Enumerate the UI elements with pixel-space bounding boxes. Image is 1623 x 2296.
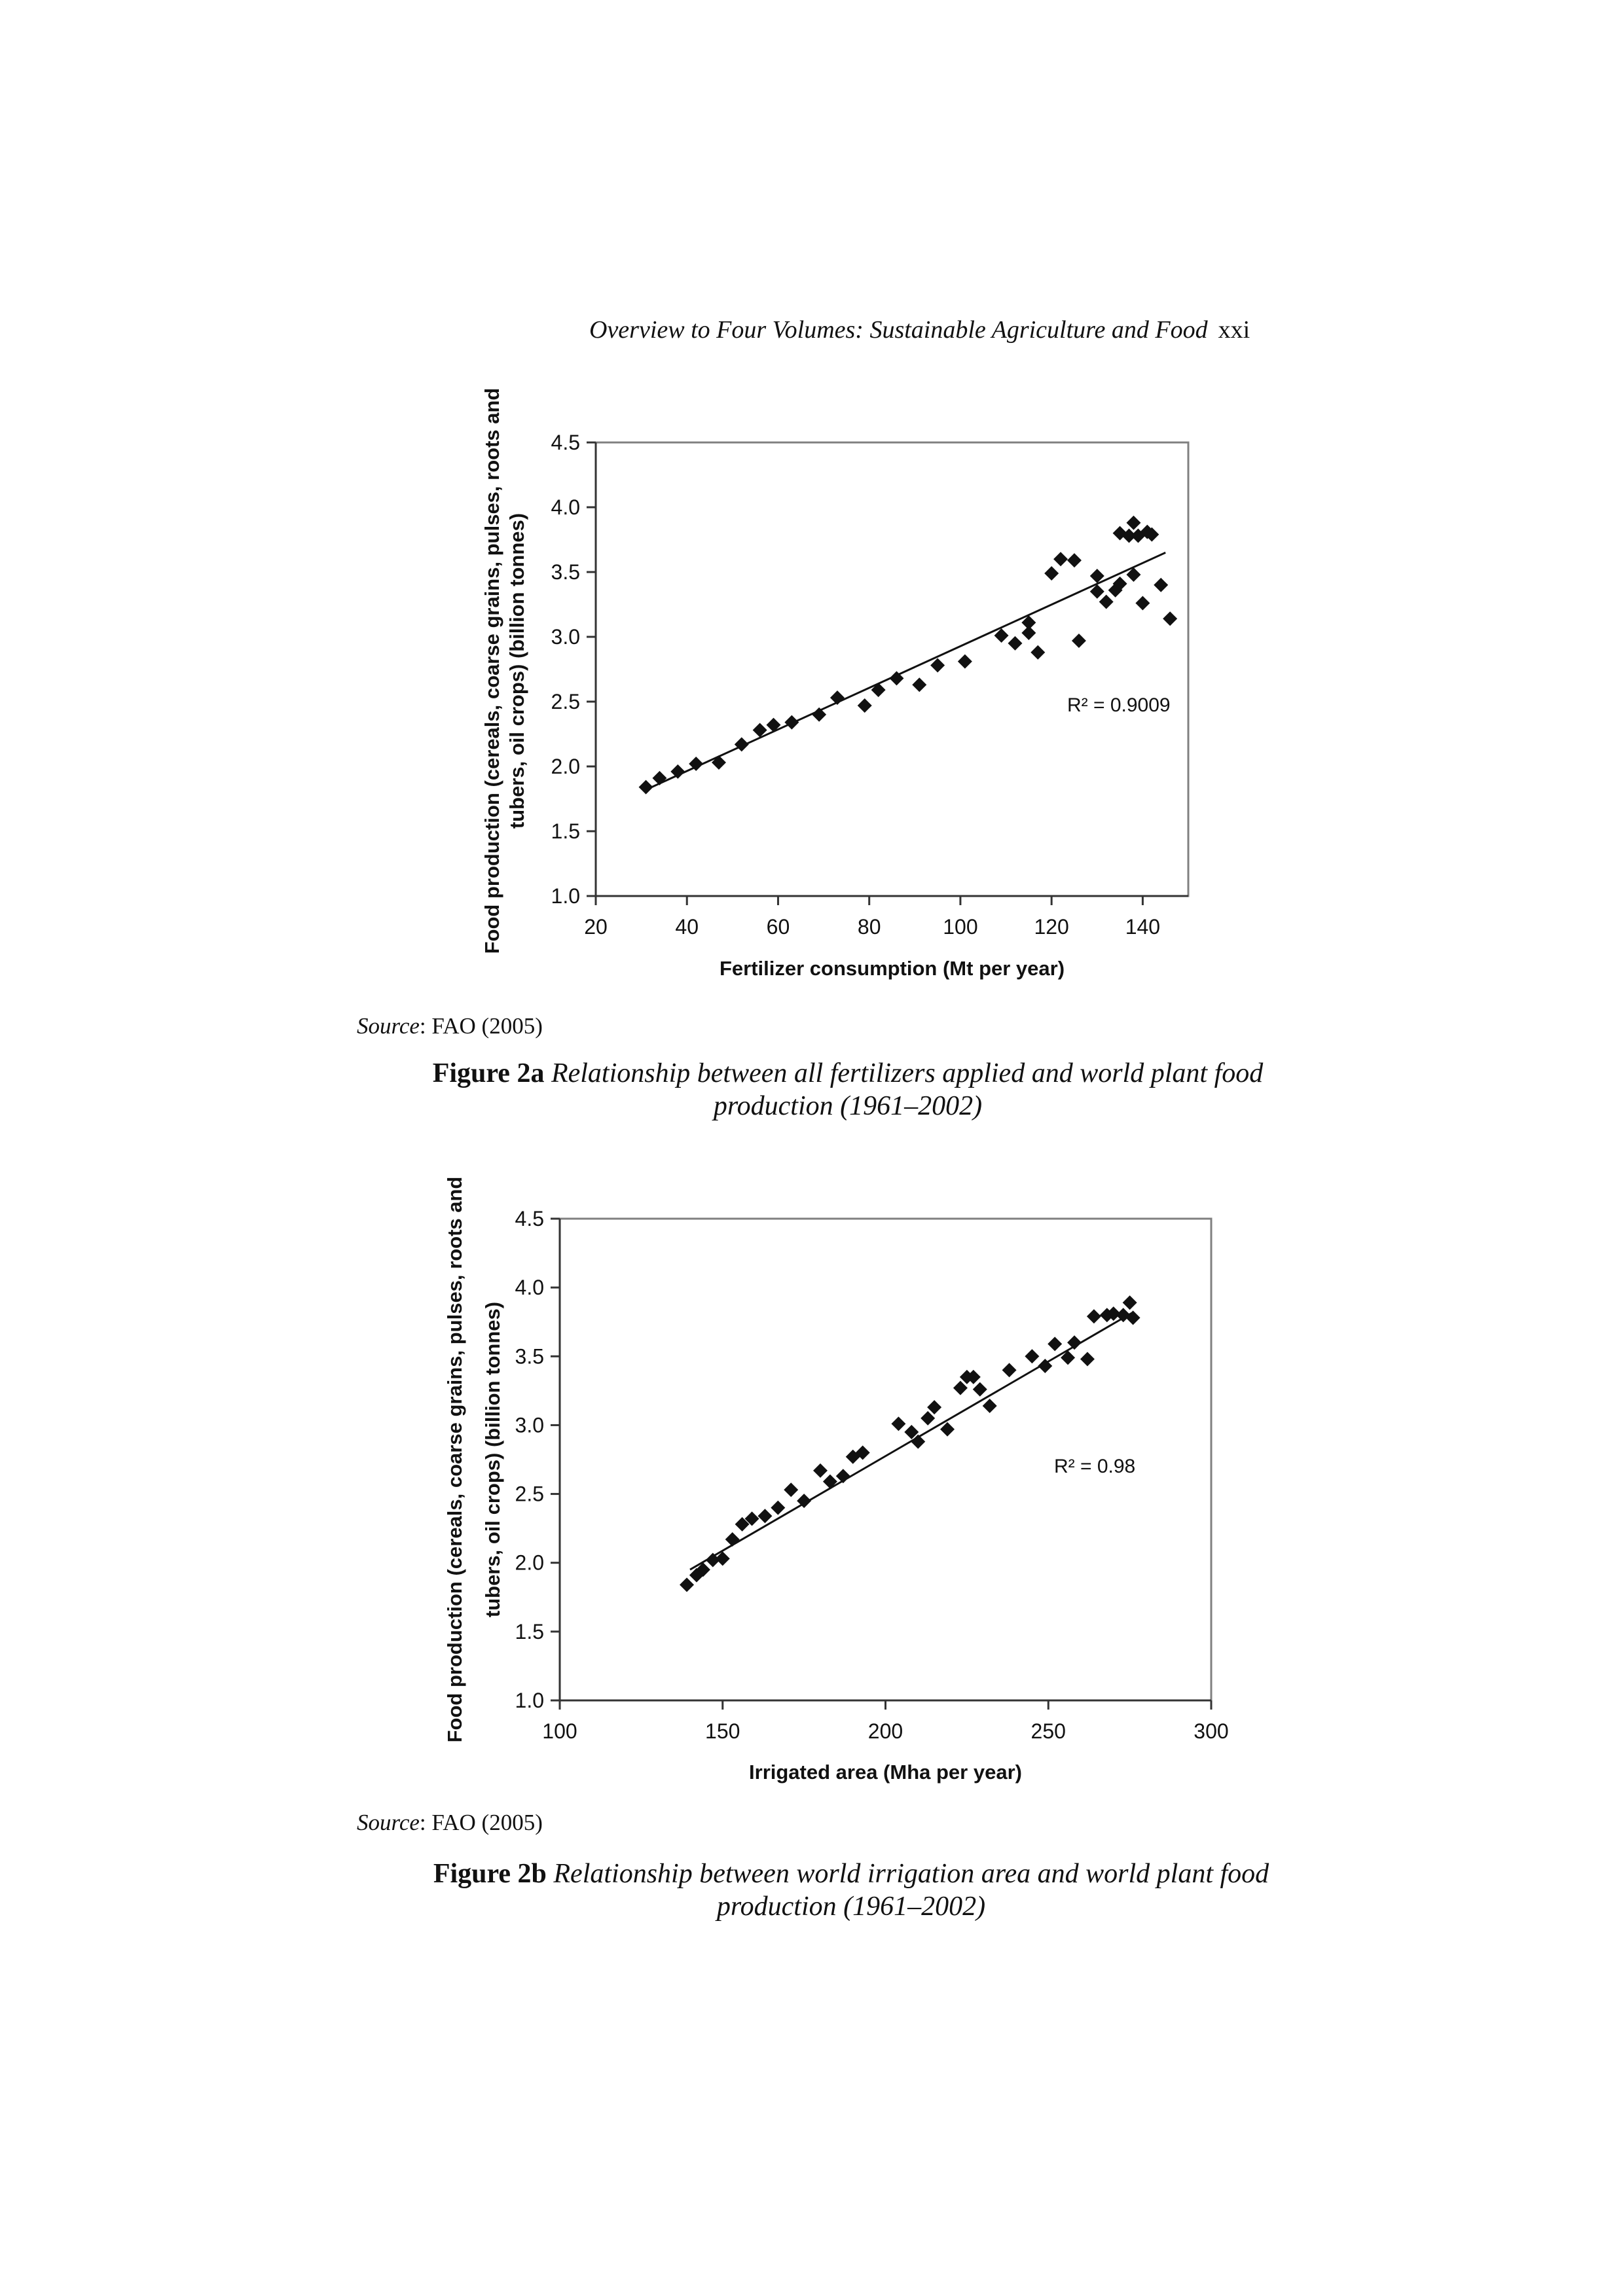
data-point <box>813 1463 828 1478</box>
y-tick-label: 2.5 <box>551 690 580 713</box>
data-point <box>1067 1335 1082 1350</box>
data-point <box>680 1577 694 1592</box>
caption-line-1: Relationship between world irrigation area and world plant food <box>553 1859 1269 1889</box>
y-tick-label: 1.5 <box>551 819 580 843</box>
x-tick-label: 120 <box>1034 915 1069 939</box>
x-tick-label: 140 <box>1125 915 1161 939</box>
y-tick-label: 1.5 <box>515 1619 544 1643</box>
x-axis-label: Irrigated area (Mha per year) <box>749 1761 1022 1784</box>
data-point <box>757 1509 772 1523</box>
y-axis-label-line1: Food production (cereals, coarse grains, pulses, roots and <box>443 1176 466 1743</box>
data-point <box>823 1475 837 1489</box>
caption-line-2: production (1961–2002) <box>716 1892 986 1922</box>
data-point <box>921 1411 935 1426</box>
data-point <box>1123 1295 1137 1310</box>
r-squared-label: R² = 0.9009 <box>1067 694 1171 716</box>
data-point <box>973 1382 987 1397</box>
y-tick-label: 3.5 <box>551 560 580 584</box>
caption-line-2: production (1961–2002) <box>713 1091 983 1121</box>
y-tick-label: 4.0 <box>515 1276 544 1300</box>
x-tick-label: 40 <box>675 915 699 939</box>
y-axis-label-line2: tubers, oil crops) (billion tonnes) <box>481 1301 504 1618</box>
y-axis-label-line2: tubers, oil crops) (billion tonnes) <box>505 512 528 829</box>
source-text: : FAO (2005) <box>419 1013 543 1039</box>
y-tick-label: 3.5 <box>515 1344 544 1369</box>
x-tick-label: 80 <box>857 915 881 939</box>
y-tick-label: 2.5 <box>515 1482 544 1506</box>
y-tick-label: 2.0 <box>515 1551 544 1575</box>
y-tick-label: 4.0 <box>551 495 580 519</box>
data-point <box>983 1399 997 1413</box>
x-tick-label: 150 <box>705 1719 740 1743</box>
y-tick-label: 4.5 <box>515 1207 544 1230</box>
x-tick-label: 100 <box>943 915 978 939</box>
figure-label: Figure 2b <box>433 1859 547 1889</box>
source-label: Source <box>357 1810 420 1835</box>
data-point <box>1048 1336 1062 1351</box>
y-tick-label: 2.0 <box>551 755 580 778</box>
data-point <box>784 1482 798 1497</box>
data-point <box>836 1469 850 1483</box>
data-point <box>891 1416 905 1431</box>
data-point <box>1025 1349 1039 1363</box>
source-text: : FAO (2005) <box>419 1810 543 1835</box>
running-header-title: Overview to Four Volumes: Sustainable Agriculture and Food <box>589 316 1208 344</box>
data-point <box>1087 1309 1101 1323</box>
data-point <box>1002 1363 1017 1377</box>
data-point <box>953 1381 968 1395</box>
y-tick-label: 4.5 <box>551 431 580 454</box>
source-label: Source <box>357 1013 420 1039</box>
figure-caption-2b <box>357 1857 1345 1923</box>
trendline <box>690 1312 1136 1570</box>
y-tick-label: 1.0 <box>551 884 580 908</box>
x-tick-label: 250 <box>1030 1719 1066 1743</box>
x-axis-label: Fertilizer consumption (Mt per year) <box>719 957 1065 980</box>
x-tick-label: 20 <box>584 915 608 939</box>
y-tick-label: 1.0 <box>515 1689 544 1712</box>
caption-line-1: Relationship between all fertilizers applied and world plant food <box>551 1058 1264 1088</box>
x-tick-label: 300 <box>1194 1719 1229 1743</box>
figure-label: Figure 2a <box>432 1058 545 1088</box>
x-tick-label: 100 <box>542 1719 577 1743</box>
x-tick-label: 60 <box>766 915 790 939</box>
r-squared-label: R² = 0.98 <box>1054 1456 1136 1477</box>
data-point <box>940 1422 955 1437</box>
data-point <box>725 1532 740 1547</box>
y-axis-label-line1: Food production (cereals, coarse grains, pulses, roots and <box>481 387 503 954</box>
y-tick-label: 3.0 <box>551 625 580 649</box>
page-number: xxi <box>1218 316 1250 344</box>
source-note-2b <box>357 1810 543 1836</box>
y-tick-label: 3.0 <box>515 1413 544 1437</box>
x-tick-label: 200 <box>867 1719 903 1743</box>
data-point <box>1080 1352 1095 1366</box>
data-point <box>927 1400 941 1414</box>
data-point <box>771 1501 785 1515</box>
